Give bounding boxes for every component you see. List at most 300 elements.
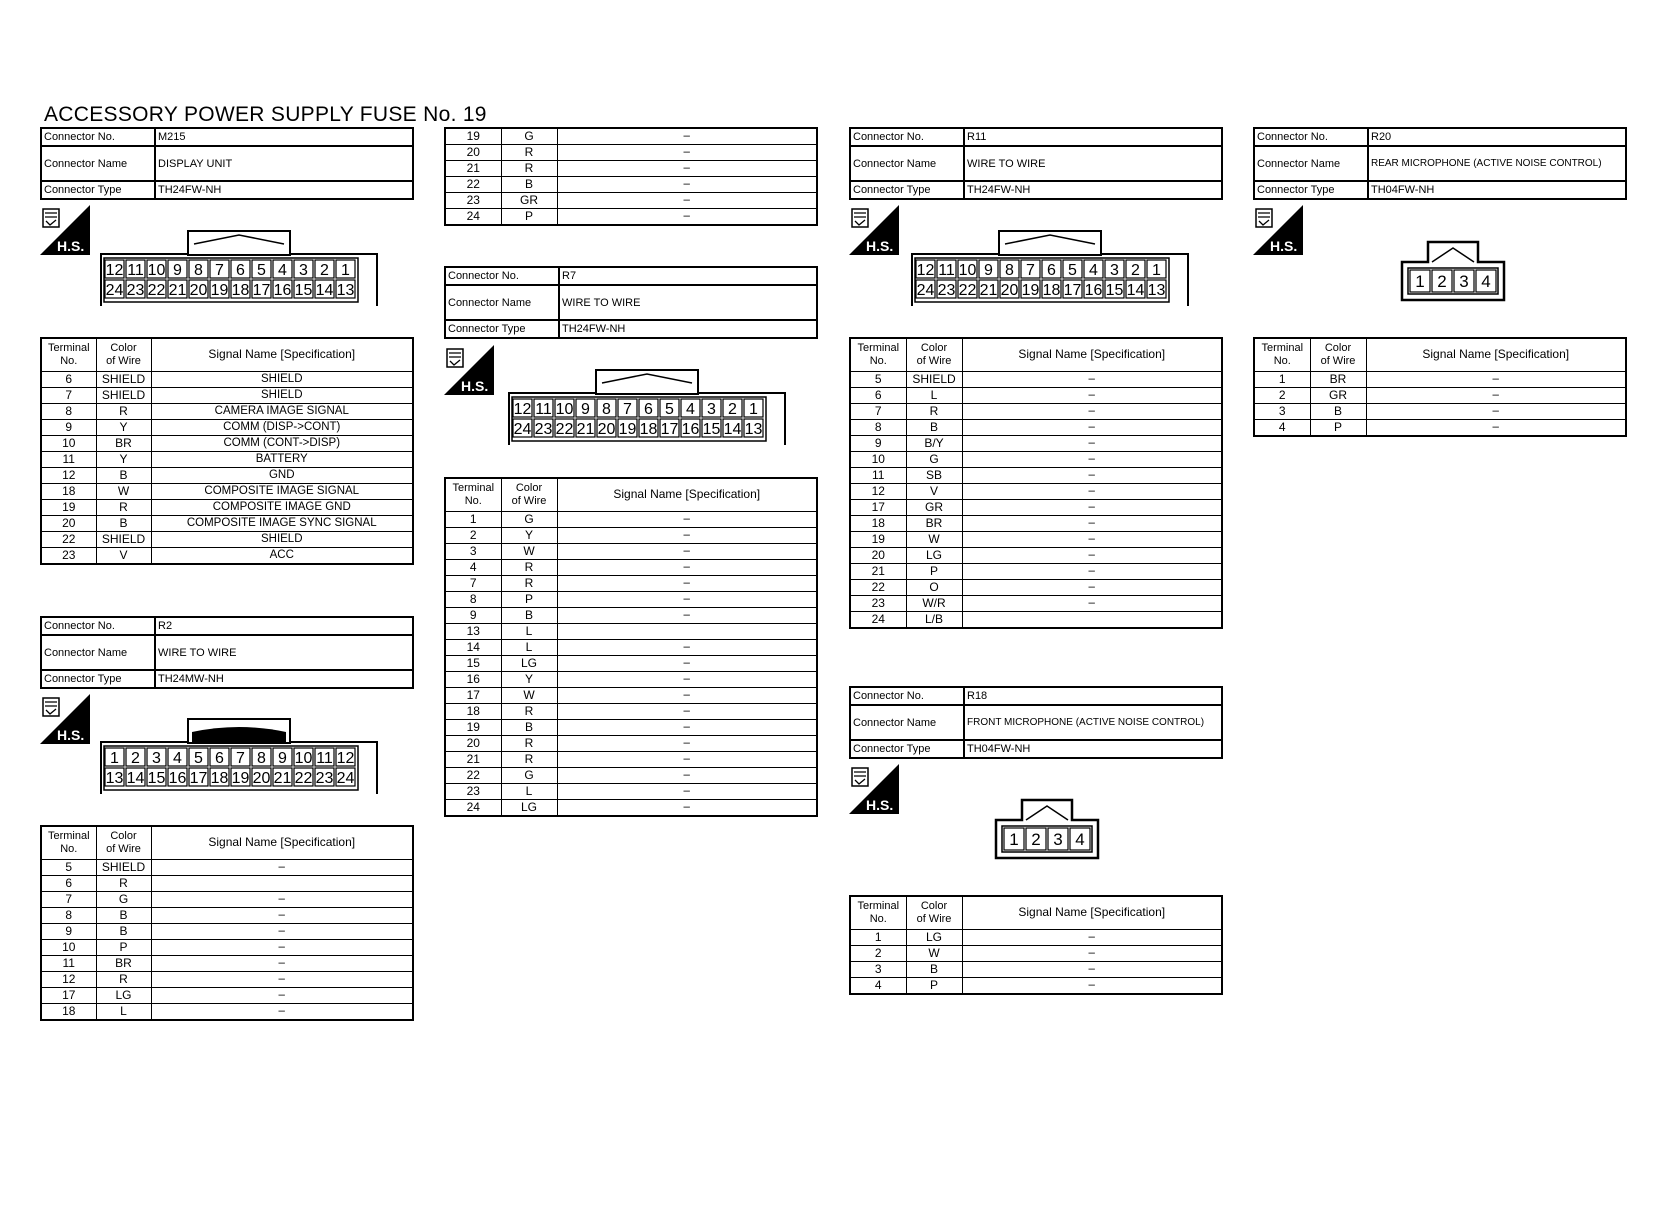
terminal-cell: 21 <box>445 751 501 767</box>
color-cell: R <box>96 875 151 891</box>
table-row <box>445 575 817 591</box>
signal-cell: – <box>151 859 413 875</box>
color-cell: V <box>96 547 151 564</box>
table-row <box>41 971 413 987</box>
connector-info-r2 <box>40 616 414 689</box>
terminal-cell: 22 <box>445 767 501 783</box>
col-terminal: Terminal No. <box>41 338 96 371</box>
label-connector-type: Connector Type <box>851 182 965 198</box>
pin-label: 20 <box>1000 282 1019 299</box>
connector-type-value: TH24FW-NH <box>967 184 1031 196</box>
color-cell: R <box>501 735 557 751</box>
pin-label: 21 <box>168 282 187 299</box>
pin-label: 9 <box>984 262 993 279</box>
table-row <box>1254 403 1626 419</box>
terminal-cell: 20 <box>445 145 501 161</box>
table-row <box>445 511 817 527</box>
table-row <box>41 483 413 499</box>
table-row <box>445 177 817 193</box>
terminal-cell: 13 <box>445 623 501 639</box>
table-row <box>850 929 1222 945</box>
color-cell: O <box>906 579 962 595</box>
color-cell: B <box>96 923 151 939</box>
signal-cell: – <box>962 515 1222 531</box>
color-cell: B <box>906 419 962 435</box>
connector-type-value: TH24FW-NH <box>158 184 222 196</box>
pin-label: 14 <box>723 421 742 438</box>
table-row <box>445 703 817 719</box>
signal-cell: COMM (DISP->CONT) <box>151 419 413 435</box>
connector-type-value: TH04FW-NH <box>1371 184 1435 196</box>
signal-cell: COMPOSITE IMAGE SYNC SIGNAL <box>151 515 413 531</box>
pin-label: 5 <box>1068 262 1077 279</box>
signal-cell: – <box>557 543 817 559</box>
color-cell: B <box>96 467 151 483</box>
table-row <box>445 209 817 226</box>
connector-name-value: REAR MICROPHONE (ACTIVE NOISE CONTROL) <box>1371 158 1602 169</box>
color-cell: R <box>501 751 557 767</box>
terminal-cell: 9 <box>41 419 96 435</box>
col-signal: Signal Name [Specification] <box>962 896 1222 929</box>
pin-label: 22 <box>147 282 166 299</box>
connector-face-r18 <box>994 798 1100 860</box>
pin-label: 10 <box>147 262 166 279</box>
signal-cell: – <box>557 687 817 703</box>
table-row <box>850 435 1222 451</box>
terminal-cell: 3 <box>1254 403 1310 419</box>
color-cell: L <box>906 387 962 403</box>
label-connector-no: Connector No. <box>42 129 156 145</box>
table-row <box>445 671 817 687</box>
pin-label: 15 <box>1105 282 1124 299</box>
connector-name-value: FRONT MICROPHONE (ACTIVE NOISE CONTROL) <box>967 717 1205 728</box>
connector-face-r11 <box>911 230 1189 306</box>
pin-label: 13 <box>105 770 124 787</box>
pin-label: 22 <box>555 421 574 438</box>
signal-cell: – <box>962 419 1222 435</box>
svg-text:H.S.: H.S. <box>1270 238 1298 254</box>
pin-label: 9 <box>278 750 287 767</box>
label-connector-no: Connector No. <box>446 268 560 284</box>
terminal-cell: 8 <box>850 419 906 435</box>
table-row <box>850 419 1222 435</box>
terminal-cell: 15 <box>445 655 501 671</box>
terminal-cell: 6 <box>41 371 96 387</box>
col-color: Color of Wire <box>1310 338 1366 371</box>
connector-face-r7 <box>508 369 786 445</box>
pin-label: 4 <box>1089 262 1098 279</box>
color-cell: SB <box>906 467 962 483</box>
label-connector-name: Connector Name <box>1255 147 1369 180</box>
pin-label: 12 <box>336 750 355 767</box>
terminal-cell: 7 <box>445 575 501 591</box>
pin-label: 5 <box>665 401 674 418</box>
pin-label: 17 <box>189 770 208 787</box>
pin-label: 13 <box>336 282 355 299</box>
color-cell: P <box>906 563 962 579</box>
pin-label: 3 <box>1459 272 1469 291</box>
signal-cell: – <box>557 767 817 783</box>
pin-label: 5 <box>257 262 266 279</box>
table-row <box>41 403 413 419</box>
col-color: Color of Wire <box>906 338 962 371</box>
table-row <box>41 875 413 891</box>
color-cell: P <box>96 939 151 955</box>
pin-label: 1 <box>110 750 119 767</box>
pin-label: 7 <box>236 750 245 767</box>
table-row <box>41 955 413 971</box>
table-row <box>445 193 817 209</box>
table-row <box>850 977 1222 994</box>
color-cell: P <box>501 591 557 607</box>
signal-cell: – <box>557 209 817 226</box>
terminal-cell: 9 <box>850 435 906 451</box>
signal-cell: GND <box>151 467 413 483</box>
table-row <box>445 543 817 559</box>
table-row <box>445 128 817 145</box>
harness-side-icon <box>1253 205 1303 255</box>
table-row <box>850 499 1222 515</box>
col-terminal: Terminal No. <box>445 478 501 511</box>
color-cell: B <box>96 515 151 531</box>
table-row <box>850 403 1222 419</box>
pin-label: 2 <box>1131 262 1140 279</box>
color-cell: B/Y <box>906 435 962 451</box>
col-color: Color of Wire <box>96 826 151 859</box>
pin-label: 19 <box>618 421 637 438</box>
connector-type-value: TH24FW-NH <box>562 323 626 335</box>
pin-label: 4 <box>173 750 182 767</box>
terminal-cell: 18 <box>41 1003 96 1020</box>
terminal-cell: 7 <box>41 891 96 907</box>
color-cell: BR <box>96 435 151 451</box>
pin-label: 4 <box>1481 272 1491 291</box>
pin-label: 5 <box>194 750 203 767</box>
pin-label: 20 <box>252 770 271 787</box>
color-cell: L <box>501 639 557 655</box>
color-cell: R <box>501 145 557 161</box>
harness-side-icon <box>849 764 899 814</box>
table-row <box>445 145 817 161</box>
signal-cell: – <box>557 575 817 591</box>
signal-cell: – <box>557 671 817 687</box>
terminal-cell: 20 <box>850 547 906 563</box>
signal-cell: – <box>557 607 817 623</box>
terminal-cell: 16 <box>445 671 501 687</box>
terminal-cell: 22 <box>445 177 501 193</box>
terminal-cell: 8 <box>41 403 96 419</box>
signal-cell: – <box>1366 371 1626 387</box>
connector-no-value: R7 <box>562 270 577 282</box>
color-cell: B <box>501 719 557 735</box>
color-cell: Y <box>96 451 151 467</box>
terminal-cell: 20 <box>41 515 96 531</box>
terminal-cell: 4 <box>850 977 906 994</box>
signal-cell: – <box>962 563 1222 579</box>
pin-label: 12 <box>513 401 532 418</box>
terminal-cell: 17 <box>850 499 906 515</box>
signal-cell: – <box>557 128 817 145</box>
terminal-cell: 9 <box>445 607 501 623</box>
svg-text:H.S.: H.S. <box>866 797 894 813</box>
terminal-cell: 18 <box>445 703 501 719</box>
pin-label: 6 <box>236 262 245 279</box>
terminal-cell: 3 <box>445 543 501 559</box>
terminal-cell: 22 <box>41 531 96 547</box>
terminal-cell: 4 <box>1254 419 1310 436</box>
color-cell: R <box>96 403 151 419</box>
pin-label: 7 <box>623 401 632 418</box>
signal-cell: – <box>557 639 817 655</box>
signal-cell: CAMERA IMAGE SIGNAL <box>151 403 413 419</box>
signal-cell: – <box>557 177 817 193</box>
signal-cell: – <box>151 923 413 939</box>
color-cell: L <box>501 623 557 639</box>
table-row <box>850 483 1222 499</box>
pin-label: 3 <box>299 262 308 279</box>
signal-cell: – <box>962 403 1222 419</box>
terminal-cell: 12 <box>41 467 96 483</box>
terminal-cell: 23 <box>41 547 96 564</box>
pin-label: 1 <box>1152 262 1161 279</box>
signal-cell: – <box>1366 419 1626 436</box>
pin-label: 17 <box>660 421 679 438</box>
pin-label: 3 <box>152 750 161 767</box>
signal-cell: SHIELD <box>151 387 413 403</box>
pin-label: 2 <box>320 262 329 279</box>
terminal-cell: 19 <box>41 499 96 515</box>
terminal-cell: 14 <box>445 639 501 655</box>
label-connector-name: Connector Name <box>42 147 156 180</box>
table-row <box>41 467 413 483</box>
signal-cell: – <box>962 977 1222 994</box>
table-row <box>1254 387 1626 403</box>
pin-label: 7 <box>1026 262 1035 279</box>
color-cell: R <box>96 499 151 515</box>
pin-label: 11 <box>938 262 955 279</box>
terminal-cell: 19 <box>445 128 501 145</box>
pin-label: 3 <box>1110 262 1119 279</box>
pin-label: 21 <box>979 282 998 299</box>
terminal-cell: 4 <box>445 559 501 575</box>
signal-cell: – <box>557 719 817 735</box>
terminal-cell: 19 <box>445 719 501 735</box>
col-terminal: Terminal No. <box>1254 338 1310 371</box>
pin-label: 12 <box>105 262 124 279</box>
terminal-cell: 21 <box>445 161 501 177</box>
terminal-cell: 2 <box>445 527 501 543</box>
signal-cell: COMPOSITE IMAGE GND <box>151 499 413 515</box>
pin-label: 22 <box>294 770 313 787</box>
terminal-cell: 10 <box>850 451 906 467</box>
table-row <box>850 945 1222 961</box>
pin-label: 6 <box>215 750 224 767</box>
signal-cell: – <box>557 145 817 161</box>
terminal-cell: 8 <box>41 907 96 923</box>
pin-label: 2 <box>131 750 140 767</box>
terminal-cell: 24 <box>445 209 501 226</box>
signal-cell: SHIELD <box>151 371 413 387</box>
color-cell: LG <box>906 547 962 563</box>
table-row <box>850 451 1222 467</box>
pin-label: 14 <box>126 770 145 787</box>
signal-cell: – <box>962 483 1222 499</box>
signal-cell: – <box>557 591 817 607</box>
color-cell: G <box>501 767 557 783</box>
label-connector-type: Connector Type <box>851 741 965 757</box>
terminal-cell: 7 <box>850 403 906 419</box>
signal-cell: – <box>962 387 1222 403</box>
table-row <box>41 987 413 1003</box>
terminal-cell: 3 <box>850 961 906 977</box>
color-cell: Y <box>501 527 557 543</box>
signal-cell: – <box>962 929 1222 945</box>
pin-label: 2 <box>1437 272 1447 291</box>
pin-label: 3 <box>1053 830 1063 849</box>
signal-cell: – <box>557 161 817 177</box>
color-cell: B <box>906 961 962 977</box>
label-connector-name: Connector Name <box>851 706 965 739</box>
table-row <box>445 799 817 816</box>
signal-cell: ACC <box>151 547 413 564</box>
signal-cell: – <box>557 193 817 209</box>
terminal-cell: 11 <box>41 955 96 971</box>
pin-label: 21 <box>273 770 292 787</box>
terminal-cell: 8 <box>445 591 501 607</box>
label-connector-type: Connector Type <box>446 321 560 337</box>
pin-table-r2 <box>40 825 414 1021</box>
terminal-cell: 22 <box>850 579 906 595</box>
color-cell: P <box>501 209 557 226</box>
terminal-cell: 12 <box>850 483 906 499</box>
color-cell: P <box>906 977 962 994</box>
signal-cell: – <box>557 751 817 767</box>
connector-no-value: R2 <box>158 620 173 632</box>
signal-cell: – <box>151 987 413 1003</box>
pin-label: 4 <box>1075 830 1085 849</box>
terminal-cell: 11 <box>850 467 906 483</box>
label-connector-type: Connector Type <box>1255 182 1369 198</box>
table-row <box>41 923 413 939</box>
color-cell: GR <box>906 499 962 515</box>
terminal-cell: 5 <box>850 371 906 387</box>
pin-label: 24 <box>916 282 935 299</box>
svg-text:H.S.: H.S. <box>57 238 85 254</box>
signal-cell: – <box>1366 403 1626 419</box>
table-row <box>850 531 1222 547</box>
color-cell: W <box>906 945 962 961</box>
signal-cell: – <box>962 579 1222 595</box>
label-connector-type: Connector Type <box>42 671 156 687</box>
harness-side-icon <box>40 694 90 744</box>
signal-cell: – <box>557 559 817 575</box>
terminal-cell: 1 <box>445 511 501 527</box>
pin-label: 8 <box>1005 262 1014 279</box>
pin-label: 8 <box>194 262 203 279</box>
pin-label: 13 <box>1147 282 1166 299</box>
color-cell: B <box>501 177 557 193</box>
signal-cell: – <box>151 1003 413 1020</box>
terminal-cell: 10 <box>41 435 96 451</box>
table-row <box>850 595 1222 611</box>
table-row <box>445 687 817 703</box>
table-row <box>445 783 817 799</box>
color-cell: L <box>501 783 557 799</box>
pin-label: 2 <box>728 401 737 418</box>
table-row <box>850 961 1222 977</box>
table-row <box>1254 371 1626 387</box>
label-connector-type: Connector Type <box>42 182 156 198</box>
color-cell: LG <box>906 929 962 945</box>
terminal-cell: 24 <box>850 611 906 628</box>
pin-table-r18 <box>849 895 1223 995</box>
color-cell: SHIELD <box>96 531 151 547</box>
label-connector-name: Connector Name <box>446 286 560 319</box>
connector-name-value: DISPLAY UNIT <box>158 157 233 170</box>
color-cell: B <box>501 607 557 623</box>
pin-label: 22 <box>958 282 977 299</box>
terminal-cell: 11 <box>41 451 96 467</box>
pin-label: 15 <box>147 770 166 787</box>
terminal-cell: 5 <box>41 859 96 875</box>
pin-label: 16 <box>168 770 187 787</box>
pin-label: 21 <box>576 421 595 438</box>
table-row <box>445 655 817 671</box>
pin-label: 6 <box>644 401 653 418</box>
color-cell: BR <box>96 955 151 971</box>
color-cell: L/B <box>906 611 962 628</box>
table-row <box>445 639 817 655</box>
signal-cell: – <box>557 783 817 799</box>
color-cell: R <box>501 559 557 575</box>
color-cell: L <box>96 1003 151 1020</box>
color-cell: LG <box>501 655 557 671</box>
pin-label: 17 <box>1063 282 1082 299</box>
label-connector-no: Connector No. <box>851 688 965 704</box>
signal-cell: – <box>962 945 1222 961</box>
pin-label: 19 <box>210 282 229 299</box>
pin-label: 19 <box>1021 282 1040 299</box>
pin-label: 23 <box>937 282 956 299</box>
label-connector-no: Connector No. <box>851 129 965 145</box>
pin-label: 23 <box>126 282 145 299</box>
pin-label: 7 <box>215 262 224 279</box>
connector-type-value: TH04FW-NH <box>967 743 1031 755</box>
table-row <box>41 371 413 387</box>
pin-label: 2 <box>1031 830 1041 849</box>
pin-label: 4 <box>686 401 695 418</box>
color-cell: V <box>906 483 962 499</box>
signal-cell: – <box>557 799 817 816</box>
color-cell: W <box>501 687 557 703</box>
label-connector-name: Connector Name <box>851 147 965 180</box>
col-color: Color of Wire <box>96 338 151 371</box>
color-cell: SHIELD <box>96 859 151 875</box>
table-row <box>41 859 413 875</box>
connector-name-value: WIRE TO WIRE <box>562 296 641 309</box>
signal-cell: – <box>962 499 1222 515</box>
connector-info-m215 <box>40 127 414 200</box>
col-color: Color of Wire <box>906 896 962 929</box>
label-connector-no: Connector No. <box>42 618 156 634</box>
signal-cell: COMM (CONT->DISP) <box>151 435 413 451</box>
table-row <box>445 751 817 767</box>
connector-no-value: R18 <box>967 690 988 702</box>
harness-side-icon <box>40 205 90 255</box>
pin-label: 24 <box>336 770 355 787</box>
terminal-cell: 17 <box>41 987 96 1003</box>
signal-cell: COMPOSITE IMAGE SIGNAL <box>151 483 413 499</box>
